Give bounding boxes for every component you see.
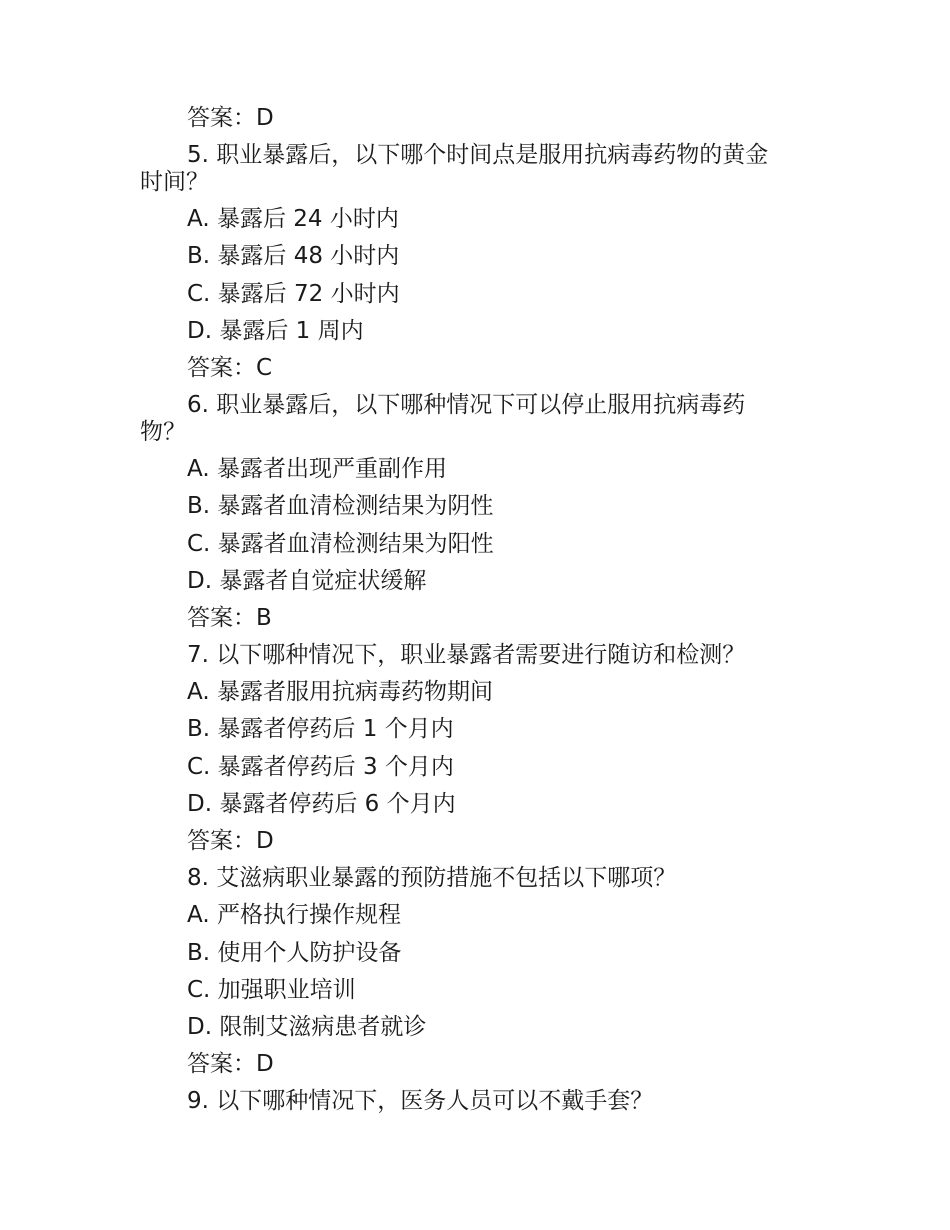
option-line: A. 暴露后 24 小时内 bbox=[187, 206, 399, 233]
question-line-first: 5. 职业暴露后，以下哪个时间点是服用抗病毒药物的黄金 bbox=[187, 142, 769, 169]
question-line-continued: 时间？ bbox=[140, 169, 209, 196]
question-line: 9. 以下哪种情况下，医务人员可以不戴手套？ bbox=[187, 1088, 654, 1115]
option-line: D. 限制艾滋病患者就诊 bbox=[187, 1013, 427, 1040]
option-line: D. 暴露者自觉症状缓解 bbox=[187, 567, 427, 594]
question-line: 7. 以下哪种情况下，职业暴露者需要进行随访和检测？ bbox=[187, 642, 746, 669]
option-line: C. 暴露者血清检测结果为阳性 bbox=[187, 530, 494, 557]
option-line: B. 暴露后 48 小时内 bbox=[187, 243, 400, 270]
question-line: 8. 艾滋病职业暴露的预防措施不包括以下哪项？ bbox=[187, 865, 677, 892]
option-line: C. 加强职业培训 bbox=[187, 976, 356, 1003]
question-wrapped bbox=[140, 142, 830, 201]
answer-line: 答案：B bbox=[187, 604, 272, 631]
option-line: C. 暴露后 72 小时内 bbox=[187, 280, 400, 307]
option-line: B. 暴露者血清检测结果为阴性 bbox=[187, 493, 494, 520]
option-line: D. 暴露后 1 周内 bbox=[187, 317, 364, 344]
option-line: A. 严格执行操作规程 bbox=[187, 902, 401, 929]
option-line: C. 暴露者停药后 3 个月内 bbox=[187, 753, 454, 780]
option-line: B. 暴露者停药后 1 个月内 bbox=[187, 716, 454, 743]
answer-line: 答案：D bbox=[187, 828, 274, 854]
answer-line: 答案：D bbox=[187, 1051, 274, 1078]
option-line: A. 暴露者出现严重副作用 bbox=[187, 456, 447, 483]
question-line-first: 6. 职业暴露后，以下哪种情况下可以停止服用抗病毒药 bbox=[187, 392, 746, 419]
answer-line: 答案：C bbox=[187, 354, 273, 381]
question-wrapped bbox=[140, 392, 830, 451]
option-line: A. 暴露者服用抗病毒药物期间 bbox=[187, 679, 493, 706]
question-line-continued: 物？ bbox=[140, 419, 186, 446]
answer-line: 答案：D bbox=[187, 105, 274, 131]
document-body bbox=[140, 100, 830, 1121]
option-line: B. 使用个人防护设备 bbox=[187, 939, 402, 966]
option-line: D. 暴露者停药后 6 个月内 bbox=[187, 790, 456, 817]
